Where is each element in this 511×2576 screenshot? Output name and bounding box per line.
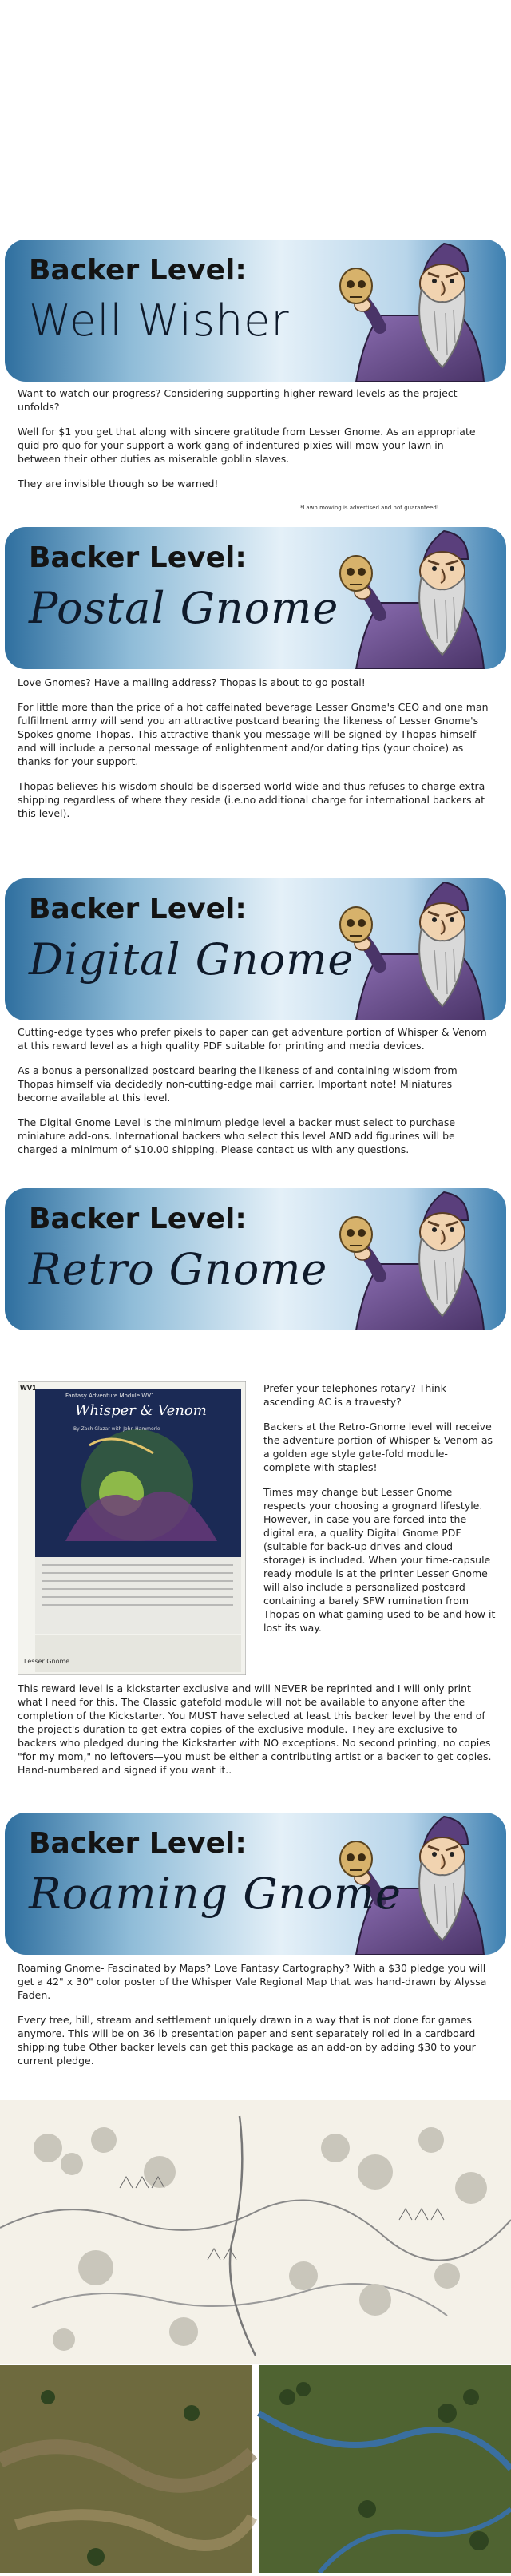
paragraph: Well for $1 you get that along with sincere gratitude from Lesser Gnome. As an appropriate quid pro quo for your support a work gang of indentured pixies will mow your lawn in between their other duties as miserable goblin slaves. (18, 426, 476, 465)
backer-level-label: Backer Level: (29, 893, 247, 925)
paragraph: Thopas believes his wisdom should be dispersed world-wide and thus refuses to charge extra shipping regardless of where they reside (i.e.no additional charge for international backers at this level). (18, 780, 485, 819)
cover-publisher: Lesser Gnome (24, 1658, 70, 1665)
footnote: *Lawn mowing is advertised and not guaranteed! (300, 505, 439, 511)
banner-retro-gnome (5, 1188, 506, 1330)
terrain-art (0, 2365, 511, 2573)
map-sketch (0, 2100, 511, 2364)
level-description (18, 676, 493, 831)
paragraph: The Digital Gnome Level is the minimum pledge level a backer must select to purchase miniature add-ons. International backers who select this level AND add figurines will be charged a minimum of $10.00 shipping. Please contact us with any questions. (18, 1116, 456, 1155)
paragraph: Times may change but Lesser Gnome respects your choosing a grognard lifestyle. However, in case you are forced into the digital era, a quality Digital Gnome PDF (suitable for back-up drives and cloud storage) is included. When your time-capsule ready module is at the printer Lesser Gnome will also include a personalized postcard containing a barely SFW rumination from Thopas on what gaming used to be and how it lost its way. (263, 1486, 496, 1634)
paragraph: This reward level is a kickstarter exclusive and will NEVER be reprinted and I will only print what I need for this. The Classic gatefold module will not be available to anyone after the completion of the Kickstarter. You MUST have selected at least this backer level by the end of the project's duration to get extra copies of the exclusive module. They are exclusive to backers who pledged during the Kickstarter with NO exceptions. No second printing, no copies "for my mom," no leftovers—you must be either a contributing artist or a backer to get copies. Hand-numbered and signed if you want it.. (18, 1682, 492, 1776)
regional-map-image (0, 2100, 511, 2364)
paragraph: Prefer your telephones rotary? Think ascending AC is a travesty? (263, 1382, 446, 1408)
level-title: Digital Gnome (29, 934, 355, 985)
cover-title: Whisper & Venom (75, 1402, 207, 1419)
level-title: Retro Gnome (29, 1244, 328, 1294)
paragraph: Love Gnomes? Have a mailing address? Thopas is about to go postal! (18, 676, 366, 688)
level-description (18, 1682, 497, 1788)
paragraph: Every tree, hill, stream and settlement uniquely drawn in a way that is not done for games anymore. This will be on 36 lb presentation paper and sent separately rolled in a cardboard shipping tube Other backer levels can get this package as an add-on by adding $30 to your current pledge. (18, 2014, 476, 2067)
terrain-map-image (0, 2365, 511, 2573)
side-description (263, 1381, 497, 1646)
level-title: Well Wisher (29, 295, 290, 346)
cover-code: WV1 (20, 1385, 37, 1392)
banner-well-wisher (5, 240, 506, 382)
backer-level-label: Backer Level: (29, 541, 247, 574)
level-title: Roaming Gnome (29, 1869, 402, 1919)
level-description (18, 386, 489, 501)
paragraph: Cutting-edge types who prefer pixels to paper can get adventure portion of Whisper & Venom at this reward level as a high quality PDF suitable for printing and media devices. (18, 1026, 487, 1052)
module-cover-image (18, 1381, 246, 1675)
banner-digital-gnome (5, 878, 506, 1020)
paragraph: Roaming Gnome- Fascinated by Maps? Love Fantasy Cartography? With a $30 pledge you will get a 42" x 30" color poster of the Whisper Vale Regional Map that was hand-drawn by Alyssa Faden. (18, 1962, 487, 2001)
banner-roaming-gnome (5, 1813, 506, 1955)
paragraph: Backers at the Retro-Gnome level will receive the adventure portion of Whisper & Venom as a golden age style gate-fold module- complete with staples! (263, 1421, 493, 1473)
backer-level-label: Backer Level: (29, 254, 247, 287)
cover-subtitle: Fantasy Adventure Module WV1 (65, 1393, 155, 1399)
paragraph: Want to watch our progress? Considering supporting higher reward levels as the project unfolds? (18, 387, 458, 413)
cover-byline: By Zach Glazar with John Hammerle (73, 1426, 160, 1432)
paragraph: They are invisible though so be warned! (18, 478, 219, 489)
paragraph: As a bonus a personalized postcard bearing the likeness of and containing wisdom from Thopas himself via decidedly non-cutting-edge mail carrier. Important note! Miniatures become available at this level. (18, 1064, 458, 1104)
backer-level-label: Backer Level: (29, 1827, 247, 1860)
level-description (18, 1961, 497, 2079)
banner-postal-gnome (5, 527, 506, 669)
level-title: Postal Gnome (29, 583, 339, 633)
paragraph: For little more than the price of a hot caffeinated beverage Lesser Gnome's CEO and one man fulfillment army will send you an attractive postcard bearing the likeness of Lesser Gnome's Spokes-gnome Thopas. This attractive thank you message will be signed by Thopas himself and will include a personal message of enlightenment and/or dating tips (your choice) as thanks for your support. (18, 701, 489, 767)
level-description (18, 1025, 493, 1167)
backer-level-label: Backer Level: (29, 1203, 247, 1235)
